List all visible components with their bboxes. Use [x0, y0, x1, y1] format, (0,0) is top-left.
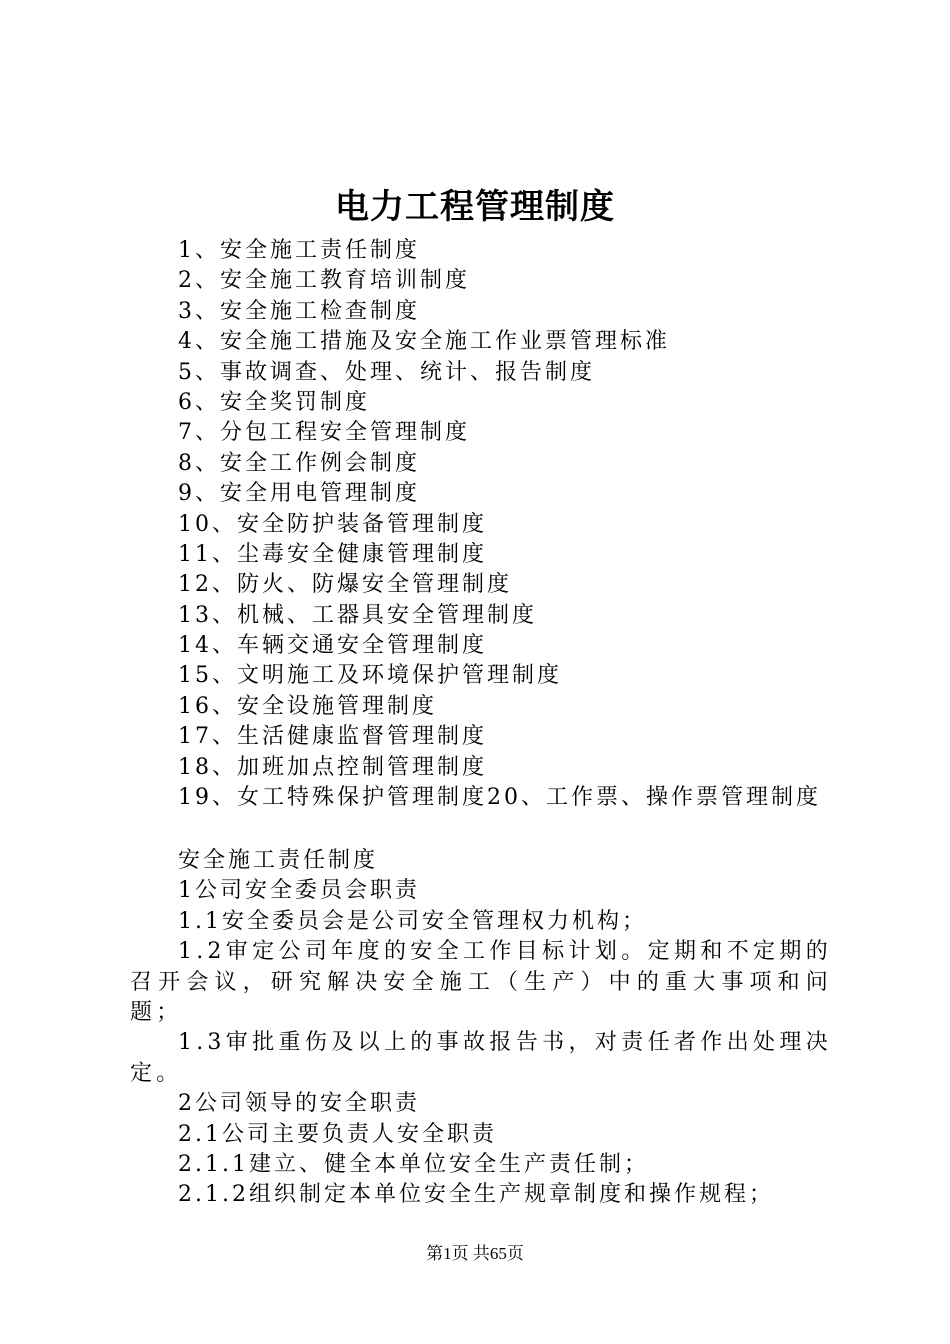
toc-item: 9、安全用电管理制度 — [178, 481, 420, 507]
toc-item: 17、生活健康监督管理制度 — [178, 724, 487, 750]
section-subheading: 1公司安全委员会职责 — [178, 878, 420, 904]
toc-item: 14、车辆交通安全管理制度 — [178, 633, 487, 659]
document-title: 电力工程管理制度 — [335, 187, 615, 227]
toc-item: 3、安全施工检查制度 — [178, 298, 420, 324]
section-heading: 安全施工责任制度 — [178, 848, 379, 873]
page-number-footer: 第1页 共65页 — [426, 1244, 524, 1263]
toc-item: 6、安全奖罚制度 — [178, 389, 370, 415]
body-paragraph: 2.1.2组织制定本单位安全生产规章制度和操作规程； — [178, 1182, 774, 1208]
toc-item: 12、防火、防爆安全管理制度 — [178, 572, 512, 598]
toc-item: 2、安全施工教育培训制度 — [178, 268, 470, 294]
body-paragraph: 2.1.1建立、健全本单位安全生产责任制； — [178, 1152, 649, 1178]
toc-item: 5、事故调查、处理、统计、报告制度 — [178, 359, 595, 385]
toc-item: 19、女工特殊保护管理制度20、工作票、操作票管理制度 — [178, 785, 821, 811]
toc-item: 16、安全设施管理制度 — [178, 693, 437, 719]
toc-item: 4、安全施工措施及安全施工作业票管理标准 — [178, 329, 670, 355]
toc-item: 1、安全施工责任制度 — [178, 238, 420, 263]
document-body — [130, 846, 832, 1211]
table-of-contents — [178, 236, 878, 813]
toc-item: 7、分包工程安全管理制度 — [178, 420, 470, 446]
body-paragraph: 1.3审批重伤及以上的事故报告书，对责任者作出处理决定。 — [130, 1030, 832, 1086]
toc-item: 11、尘毒安全健康管理制度 — [178, 541, 487, 567]
body-paragraph: 1.2审定公司年度的安全工作目标计划。定期和不定期的召开会议，研究解决安全施工（生产）中的重大事项和问题； — [130, 939, 832, 1026]
toc-item: 18、加班加点控制管理制度 — [178, 754, 487, 780]
toc-item: 8、安全工作例会制度 — [178, 450, 420, 476]
section-subheading: 2公司领导的安全职责 — [178, 1091, 420, 1117]
toc-item: 13、机械、工器具安全管理制度 — [178, 602, 537, 628]
body-paragraph: 2.1公司主要负责人安全职责 — [178, 1121, 497, 1147]
body-paragraph: 1.1安全委员会是公司安全管理权力机构； — [178, 908, 647, 934]
toc-item: 15、文明施工及环境保护管理制度 — [178, 663, 562, 689]
toc-item: 10、安全防护装备管理制度 — [178, 511, 487, 537]
